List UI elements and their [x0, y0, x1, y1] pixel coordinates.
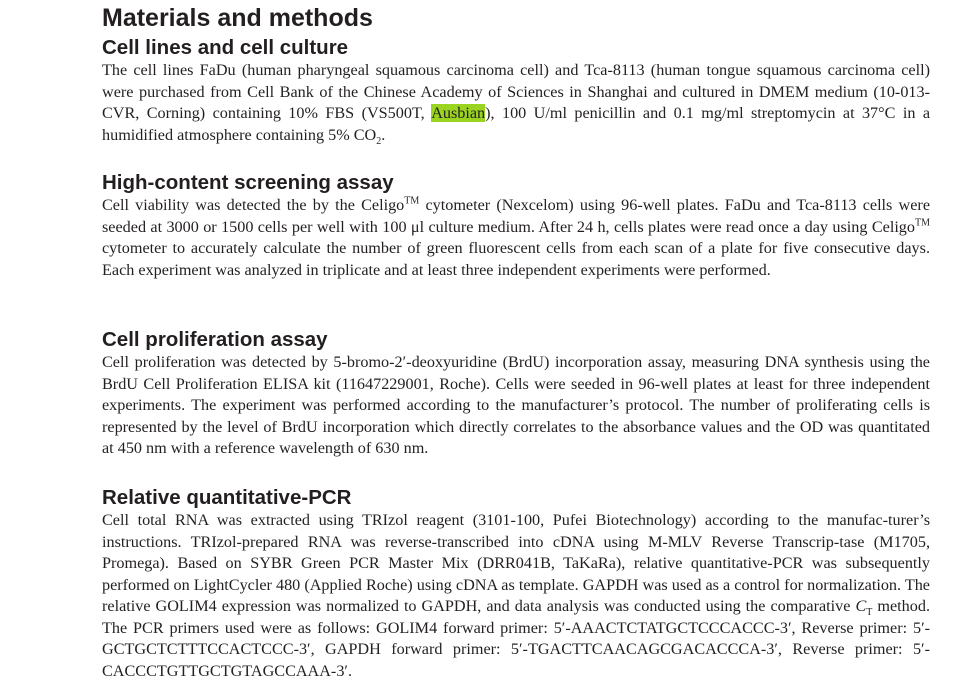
section-paragraph	[102, 195, 930, 281]
section-cell-proliferation	[102, 328, 930, 460]
trademark-superscript: TM	[915, 217, 930, 229]
trademark-superscript: TM	[404, 195, 420, 207]
text-run: ), 100 U/ml penicillin and 0.1 mg/ml streptomycin at 37°C in a humidified atmosphere containing 5% CO	[102, 104, 930, 144]
text-run: Cell total RNA was extracted using TRIzol reagent (3101-100, Pufei Biotechnology) according to the manufac-turer’s instructions. TRIzol-prepared RNA was reverse-transcribed into cDNA using M-MLV Reverse Transcrip-tase (M1705, Promega). Based on SYBR Green PCR Master Mix (DRR041B, TaKaRa), relative quantitative-PCR was subsequently performed on LightCycler 480 (Applied Roche) using cDNA as template. GAPDH was used as a control for normalization. The relative GOLIM4 expression was normalized to GAPDH, and data analysis was conducted using the comparative	[102, 511, 930, 615]
section-paragraph	[102, 510, 930, 682]
section-heading: Cell proliferation assay	[102, 328, 328, 351]
article-page	[102, 0, 931, 680]
section-qpcr	[102, 486, 930, 682]
section-heading: High-content screening assay	[102, 171, 394, 194]
subscript: T	[866, 607, 873, 619]
section-heading: Cell lines and cell culture	[102, 36, 349, 59]
text-run: cytometer to accurately calculate the number of green fluorescent cells from each scan of a plate for five consecutive days. Each experiment was analyzed in triplicate and at least three independent experiments were performed.	[102, 239, 930, 279]
highlighted-text: Ausbian	[431, 104, 486, 122]
text-run: .	[381, 125, 386, 144]
section-paragraph: Cell proliferation was detected by 5-bromo-2′-deoxyuridine (BrdU) incorporation assay, measuring DNA synthesis using the BrdU Cell Proliferation ELISA kit (11647229001, Roche). Cells were seeded in 96-well plates at least for three independent experiments. The experiment was performed according to the manufacturer’s protocol. The number of proliferating cells is represented by the level of BrdU incorporation which directly correlates to the absorbance values and the OD was quantitated at 450 nm with a reference wavelength of 630 nm.	[102, 353, 930, 457]
subscript: 2	[376, 135, 382, 147]
section-heading: Relative quantitative-PCR	[102, 486, 352, 509]
section-cell-culture	[102, 36, 930, 146]
section-high-content-screening	[102, 171, 930, 281]
section-paragraph	[102, 60, 930, 146]
page-title: Materials and methods	[102, 4, 373, 32]
ct-symbol: C	[855, 597, 867, 615]
text-run: method. The PCR primers used were as follows: GOLIM4 forward primer: 5′-AAACTCTATGCTCCCACCC-3′, Reverse primer: 5′-GCTGCTCTTTCCACTCCC-3′, GAPDH forward primer: 5′-TGACTTCAACAGCGACACCCA-3′, Reverse primer: 5′-CACCCTGTTGCTGTAGCCAAA-3′.	[102, 597, 931, 680]
text-run: The cell lines FaDu (human pharyngeal squamous carcinoma cell) and Tca-8113 (human tongue squamous carcinoma cell) were purchased from Cell Bank of the Chinese Academy of Sciences in Shanghai and cultured in DMEM medium (10-013-CVR, Corning) containing 10% FBS (VS500T,	[102, 61, 930, 122]
text-run: Cell viability was detected the by the Celigo	[102, 196, 405, 214]
text-run: cytometer (Nexcelom) using 96-well plates. FaDu and Tca-8113 cells were seeded at 3000 or 1500 cells per well with 100 μl culture medium. After 24 h, cells plates were read once a day using Celigo	[102, 196, 930, 236]
